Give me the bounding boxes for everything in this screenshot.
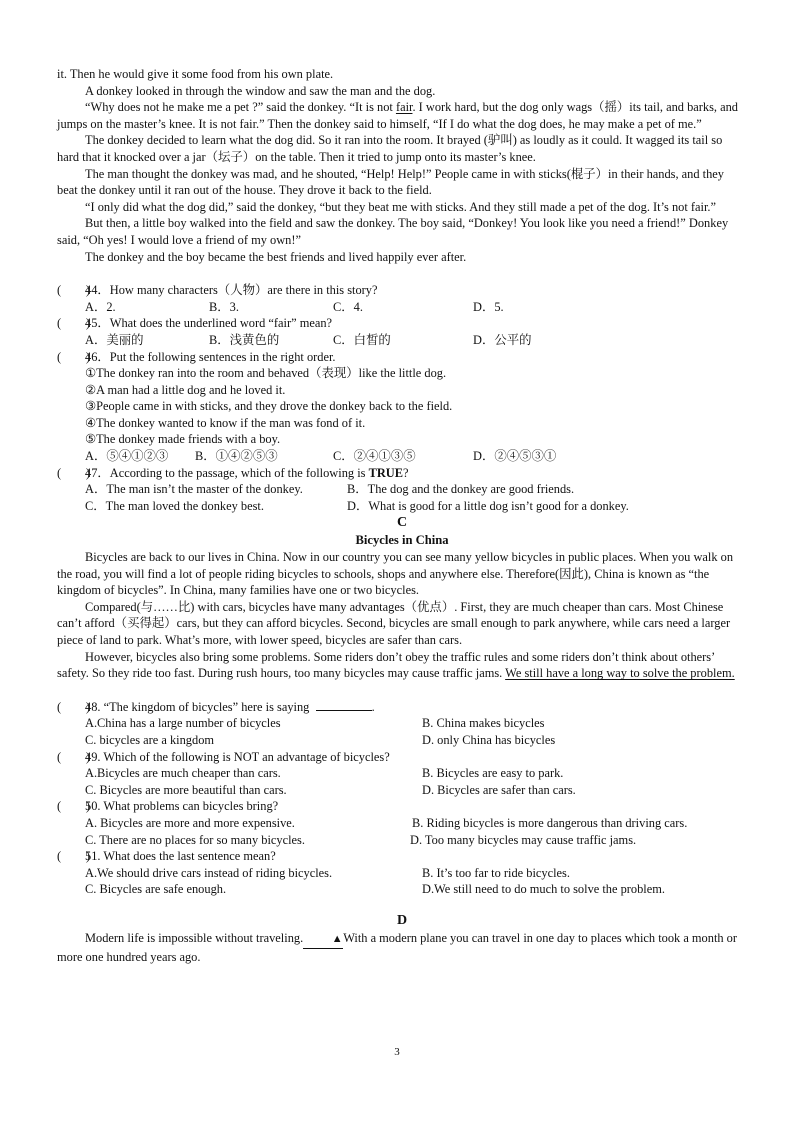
option-d[interactable]: D．公平的 xyxy=(473,332,532,347)
question-stem: 45．What does the underlined word “fair” mean? xyxy=(85,316,333,331)
answer-paren[interactable]: ( ) xyxy=(57,799,91,814)
passage-paragraph: The donkey and the boy became the best friends and lived happily ever after. xyxy=(85,249,467,264)
option-b[interactable]: B. Riding bicycles is more dangerous than driving cars. xyxy=(412,815,688,830)
question-47 xyxy=(57,465,747,515)
question-stem: 46．Put the following sentences in the right order. xyxy=(85,349,336,364)
option-b[interactable]: B．3. xyxy=(209,299,239,314)
option-c[interactable]: C．白皙的 xyxy=(333,332,391,347)
question-46 xyxy=(57,349,747,465)
answer-paren[interactable]: ( ) xyxy=(57,699,91,714)
question-stem: 50. What problems can bicycles bring? xyxy=(85,799,279,814)
order-item: ④The donkey wanted to know if the man was fond of it. xyxy=(85,415,366,430)
order-item: ②A man had a little dog and he loved it. xyxy=(85,382,286,397)
passage-paragraph: A donkey looked in through the window and saw the man and the dog. xyxy=(85,83,436,98)
option-b[interactable]: B．The dog and the donkey are good friends. xyxy=(347,482,575,497)
passage-paragraph: Modern life is impossible without traveling. ▲With a modern plane you can travel in one day to places which took a month or more one hundred years ago. xyxy=(57,930,738,964)
option-b[interactable]: B. China makes bicycles xyxy=(422,716,545,731)
answer-paren[interactable]: ( ) xyxy=(57,749,91,764)
passage-paragraph: Compared(与……比) with cars, bicycles have many advantages（优点）. First, they are much cheaper than cars. Most Chinese can’t afford（买得起）cars, but they can afford bicycles. Second, bicycles are small enough to park anywhere, while cars need a larger piece of land to park. What’s more, with lower speed, bicycles are safer than cars. xyxy=(57,599,731,647)
option-b[interactable]: B．①④②⑤③ xyxy=(195,449,278,464)
option-c[interactable]: C. bicycles are a kingdom xyxy=(85,732,215,747)
option-b[interactable]: B．浅黄色的 xyxy=(209,332,280,347)
question-50 xyxy=(57,798,747,848)
question-stem: 44．How many characters（人物）are there in this story? xyxy=(85,283,378,298)
passage-paragraph: Bicycles are back to our lives in China. Now in our country you can see many yellow bicycles in public places. When you walk on the road, you will find a lot of people riding bicycles to schools, shops and anywhere else. Therefore(因此), China is known as “the kingdom of bicycles”. In China, many families have one or two bicycles. xyxy=(57,550,734,598)
option-a[interactable]: A.We should drive cars instead of riding bicycles. xyxy=(85,865,333,880)
question-stem: 51. What does the last sentence mean? xyxy=(85,849,276,864)
option-a[interactable]: A. Bicycles are more and more expensive. xyxy=(85,815,295,830)
option-a[interactable]: A．2. xyxy=(85,299,116,314)
option-d[interactable]: D. Bicycles are safer than cars. xyxy=(422,782,576,797)
answer-paren[interactable]: ( ) xyxy=(57,349,91,364)
answer-paren[interactable]: ( ) xyxy=(57,849,91,864)
passage-paragraph: it. Then he would give it some food from his own plate. xyxy=(57,67,334,81)
order-item: ①The donkey ran into the room and behaved（表现）like the little dog. xyxy=(85,366,447,381)
passage-paragraph: The man thought the donkey was mad, and he shouted, “Help! Help!” People came in with sticks(棍子）in their hands, and they beat the donkey until it ran out of the house. They drove it back to the field. xyxy=(57,166,724,198)
section-letter-c: C xyxy=(396,515,408,531)
question-stem: 49. Which of the following is NOT an advantage of bicycles? xyxy=(85,749,390,764)
option-d[interactable]: D．②④⑤③① xyxy=(473,449,557,464)
answer-blank[interactable] xyxy=(316,699,372,711)
question-48: ( )48. “The kingdom of bicycles” here is saying . A.China has a large number of bicycles B. China makes bicycles C. bicycles are a kingdom D. only China has bicycles xyxy=(57,699,556,747)
option-d[interactable]: D．5. xyxy=(473,299,504,314)
section-title: Bicycles in China xyxy=(355,533,449,548)
option-c[interactable]: C．The man loved the donkey best. xyxy=(85,498,264,513)
option-c[interactable]: C．②④①③⑤ xyxy=(333,449,416,464)
option-d[interactable]: D. only China has bicycles xyxy=(422,732,556,747)
order-item: ③People came in with sticks, and they drove the donkey back to the field. xyxy=(85,399,453,414)
option-b[interactable]: B. It’s too far to ride bicycles. xyxy=(422,865,570,880)
option-d[interactable]: D．What is good for a little dog isn’t good for a donkey. xyxy=(347,498,629,513)
passage-paragraph: “Why does not he make me a pet ?” said the donkey. “It is not fair. I work hard, but the dog only wags（摇）its tail, and barks, and jumps on the master’s knee. It is not fair.” Then the donkey said to himself, “If I do what the dog does, he may make a pet of me.” xyxy=(57,100,738,131)
passage-paragraph: The donkey decided to learn what the dog did. So it ran into the room. It brayed (驴叫) as loudly as it could. It wagged its tail so hard that it knocked over a jar（坛子）on the table. Then it tried to jump onto its master’s knee. xyxy=(57,133,723,164)
option-d[interactable]: D.We still need to do much to solve the problem. xyxy=(422,882,665,897)
option-a[interactable]: A.China has a large number of bicycles xyxy=(85,716,281,731)
passage-paragraph: “I only did what the dog did,” said the donkey, “but they beat me with sticks. And they still made a pet of the dog. It’s not fair.” xyxy=(85,199,716,214)
answer-blank-triangle[interactable]: ▲ xyxy=(303,931,343,949)
option-b[interactable]: B. Bicycles are easy to park. xyxy=(422,766,564,781)
option-c[interactable]: C. Bicycles are more beautiful than cars. xyxy=(85,782,287,797)
option-c[interactable]: C．4. xyxy=(333,299,363,314)
passage-paragraph: But then, a little boy walked into the field and saw the donkey. The boy said, “Donkey! You look like you need a friend!” Donkey said, “Oh yes! I would love a friend of my own!” xyxy=(57,216,729,247)
question-stem: 48. “The kingdom of bicycles” here is saying xyxy=(85,699,310,714)
underlined-word-fair: fair xyxy=(395,100,413,115)
question-51 xyxy=(57,848,747,898)
option-a[interactable]: A．The man isn’t the master of the donkey. xyxy=(85,482,303,497)
underlined-last-sentence: We still have a long way to solve the problem. xyxy=(505,666,735,681)
answer-paren[interactable]: ( ) xyxy=(57,316,91,331)
option-a[interactable]: A．⑤④①②③ xyxy=(85,449,169,464)
page-number: 3 xyxy=(394,1046,400,1058)
question-44 xyxy=(57,282,747,315)
question-49 xyxy=(57,749,747,799)
exam-page xyxy=(57,66,747,965)
option-c[interactable]: C. Bicycles are safe enough. xyxy=(85,882,227,897)
option-c[interactable]: C. There are no places for so many bicycles. xyxy=(85,832,305,847)
answer-paren[interactable]: ( ) xyxy=(57,465,91,480)
question-45 xyxy=(57,315,747,348)
option-a[interactable]: A．美丽的 xyxy=(85,332,144,347)
answer-paren[interactable]: ( ) xyxy=(57,283,91,298)
passage-paragraph: However, bicycles also bring some problems. Some riders don’t obey the traffic rules and some riders don’t think about others’ safety. So they ride too fast. During rush hours, too many bicycles may cause traffic jams. We still have a long way to solve the problem. xyxy=(57,649,735,681)
section-letter-d: D xyxy=(396,912,408,928)
order-item: ⑤The donkey made friends with a boy. xyxy=(85,432,281,447)
option-a[interactable]: A.Bicycles are much cheaper than cars. xyxy=(85,766,281,781)
option-d[interactable]: D. Too many bicycles may cause traffic jams. xyxy=(410,832,637,847)
question-stem: 47．According to the passage, which of the following is TRUE? xyxy=(85,465,409,480)
